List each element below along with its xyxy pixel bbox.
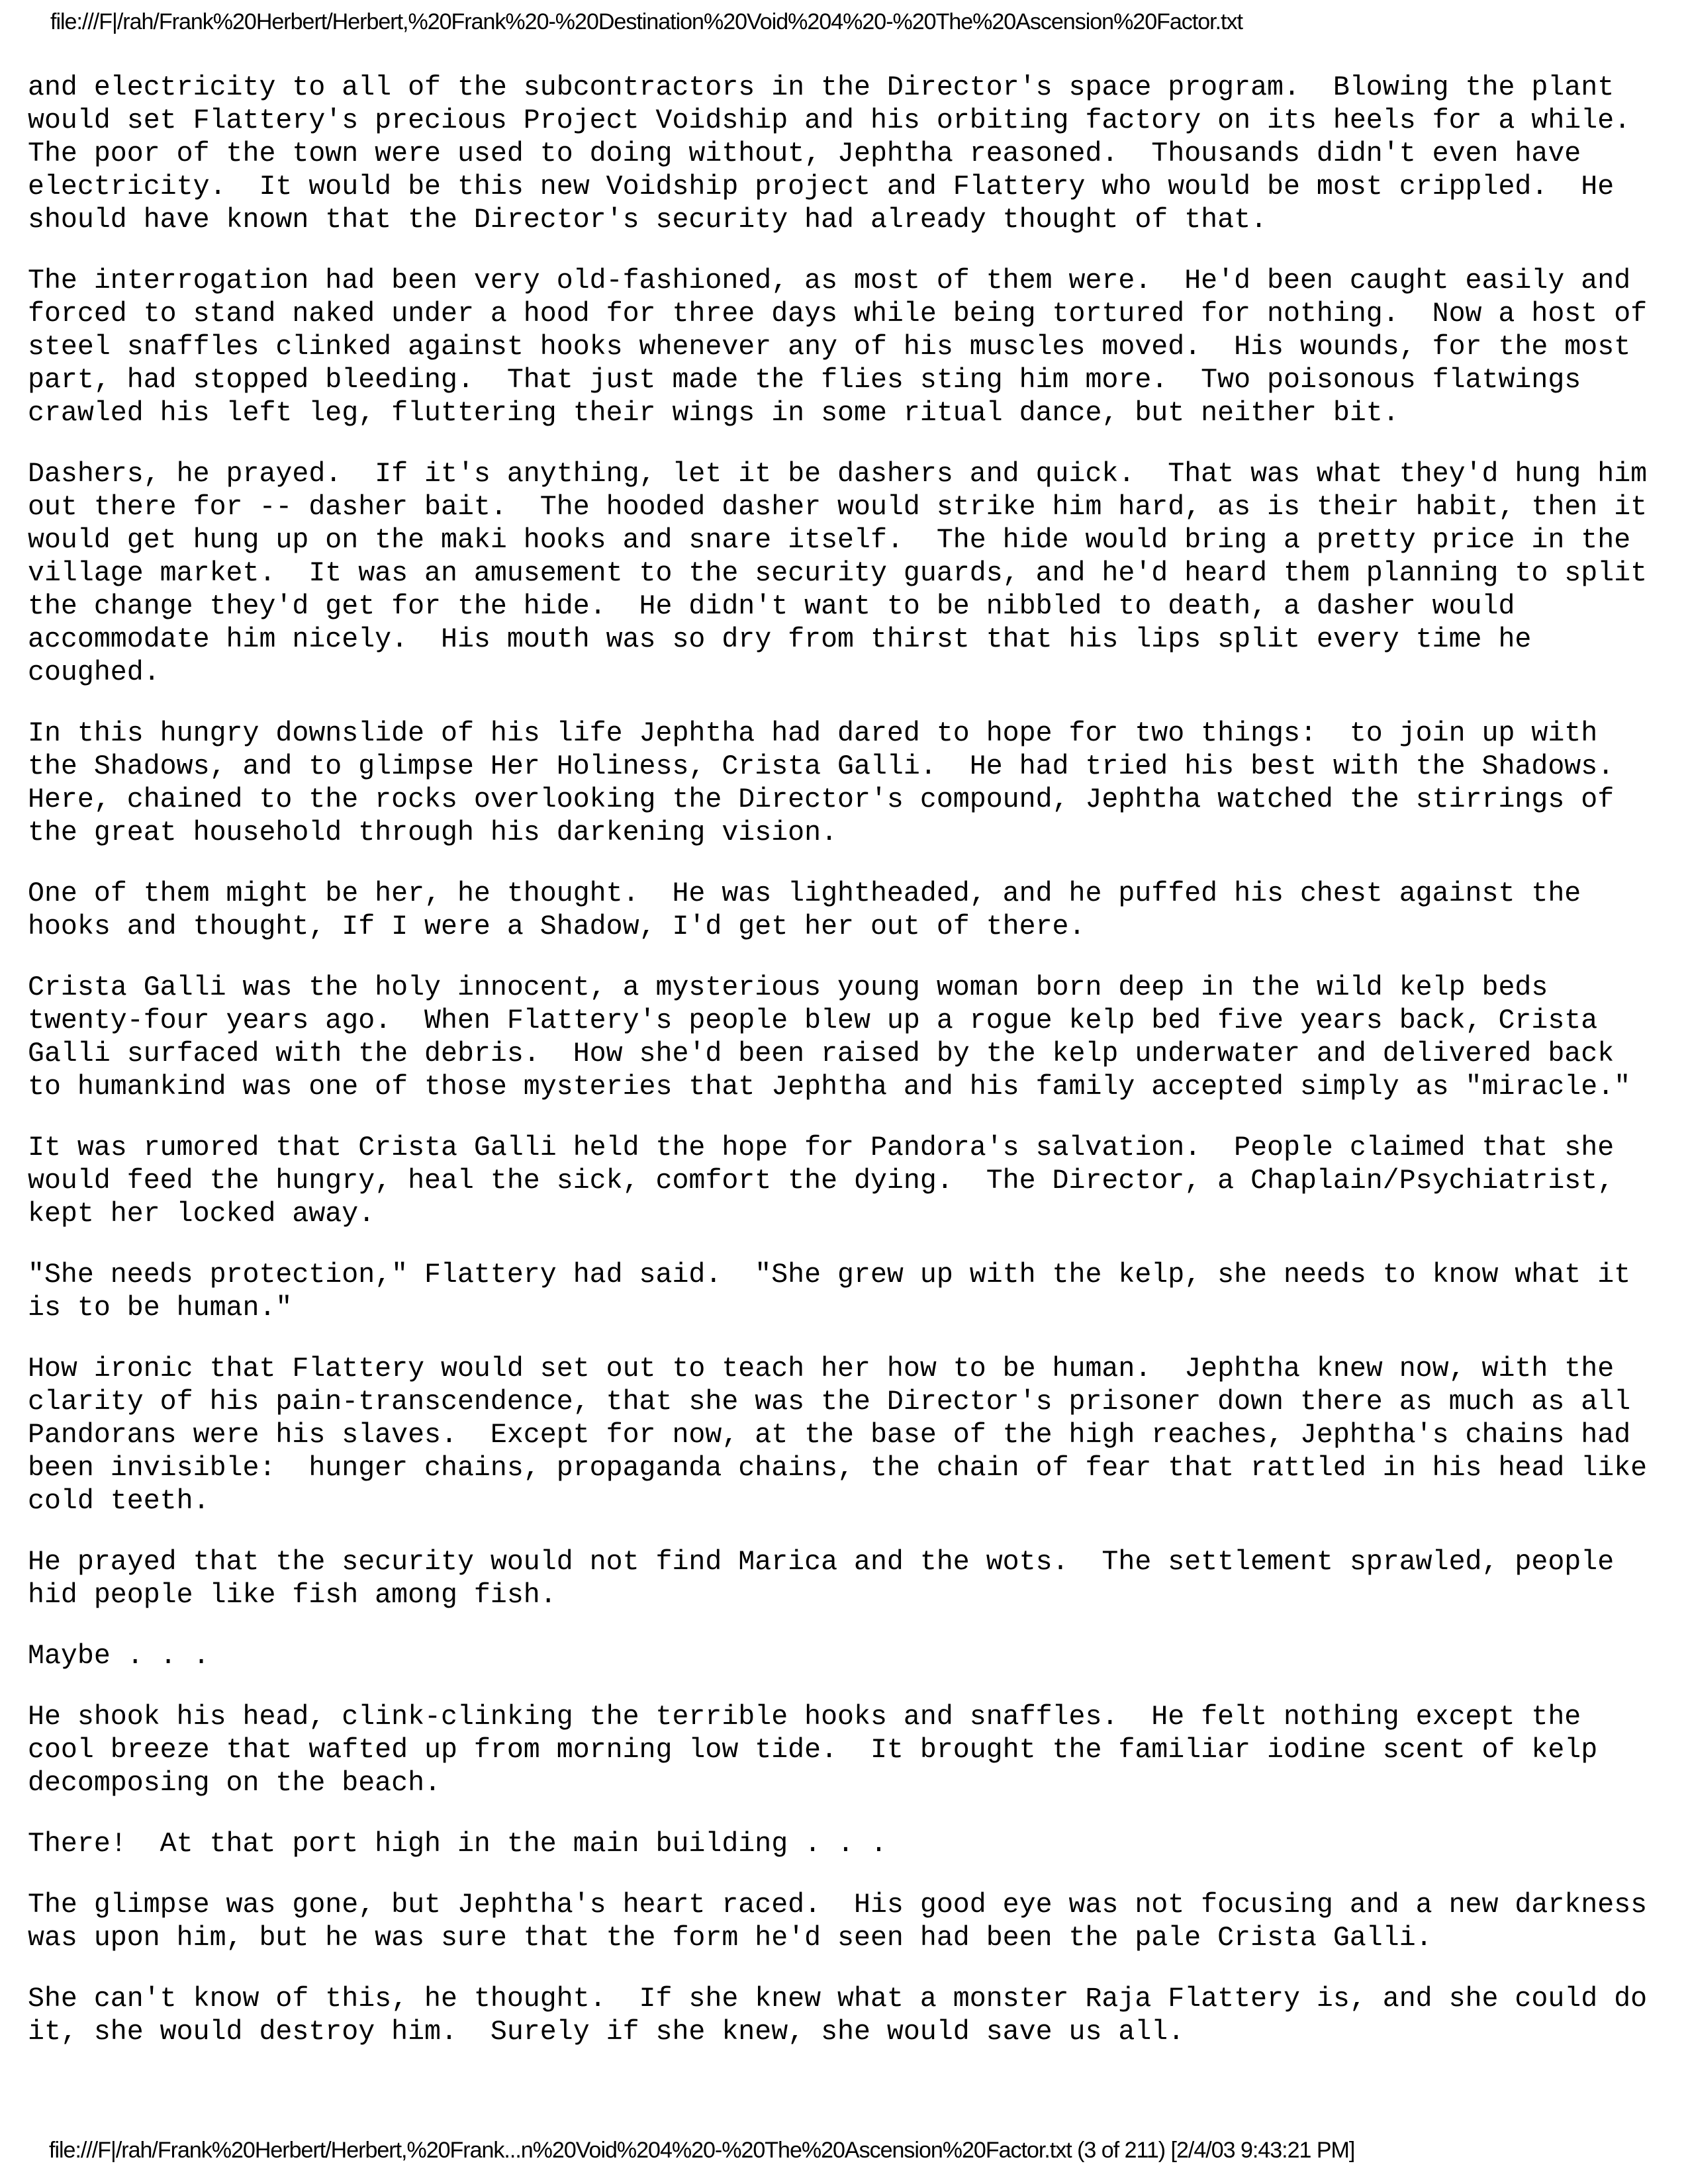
paragraph: There! At that port high in the main building . . . <box>28 1829 887 1860</box>
paragraph: "She needs protection," Flattery had said. "She grew up with the kelp, she needs to know what it is to be human." <box>28 1259 1631 1324</box>
paragraph: and electricity to all of the subcontractors in the Director's space program. Blowing the plant would set Flattery's precious Project Voidship and his orbiting factory on its heels for a while. The poor of the town were used to doing without, Jephtha reasoned. Thousands didn't even have electricity. It would be this new Voidship project and Flattery who would be most crippled. He should have known that the Director's security had already thought of that. <box>28 72 1631 236</box>
document-body <box>28 71 1663 2077</box>
paragraph: One of them might be her, he thought. He was lightheaded, and he puffed his chest against the hooks and thought, If I were a Shadow, I'd get her out of there. <box>28 878 1581 942</box>
paragraph: How ironic that Flattery would set out to teach her how to be human. Jephtha knew now, with the clarity of his pain-transcendence, that she was the Director's prisoner down there as much as all Pandorans were his slaves. Except for now, at the base of the high reaches, Jephtha's chains had been invisible: hunger chains, propaganda chains, the chain of fear that rattled in his head like cold teeth. <box>28 1353 1648 1517</box>
paragraph: He shook his head, clink-clinking the terrible hooks and snaffles. He felt nothing except the cool breeze that wafted up from morning low tide. It brought the familiar iodine scent of kelp decomposing on the beach. <box>28 1702 1598 1799</box>
paragraph: Dashers, he prayed. If it's anything, let it be dashers and quick. That was what they'd hung him out there for -- dasher bait. The hooded dasher would strike him hard, as is their habit, then it would get hung up on the maki hooks and snare itself. The hide would bring a pretty price in the village market. It was an amusement to the security guards, and he'd heard them planning to split the change they'd get for the hide. He didn't want to be nibbled to death, a dasher would accommodate him nicely. His mouth was so dry from thirst that his lips split every time he coughed. <box>28 459 1648 688</box>
paragraph: The glimpse was gone, but Jephtha's heart raced. His good eye was not focusing and a new darkness was upon him, but he was sure that the form he'd seen had been the pale Crista Galli. <box>28 1889 1648 1954</box>
paragraph: She can't know of this, he thought. If she knew what a monster Raja Flattery is, and she could do it, she would destroy him. Surely if she knew, she would save us all. <box>28 1983 1648 2048</box>
paragraph: Maybe . . . <box>28 1641 210 1672</box>
page-footer-url: file:///F|/rah/Frank%20Herbert/Herbert,%20Frank...n%20Void%204%20-%20The%20Ascension%20Factor.txt (3 of 211) [2/4/03 9:43:21 PM] <box>49 2138 1355 2163</box>
paragraph: In this hungry downslide of his life Jephtha had dared to hope for two things: to join up with the Shadows, and to glimpse Her Holiness, Crista Galli. He had tried his best with the Shadows. Here, chained to the rocks overlooking the Director's compound, Jephtha watched the stirrings of the great household through his darkening vision. <box>28 718 1615 848</box>
page-header-url: file:///F|/rah/Frank%20Herbert/Herbert,%20Frank%20-%20Destination%20Void%204%20-%20The%20Ascension%20Factor.txt <box>50 9 1243 34</box>
paragraph: It was rumored that Crista Galli held the hope for Pandora's salvation. People claimed that she would feed the hungry, heal the sick, comfort the dying. The Director, a Chaplain/Psychiatrist, kept her locked away. <box>28 1132 1615 1230</box>
paragraph: The interrogation had been very old-fashioned, as most of them were. He'd been caught easily and forced to stand naked under a hood for three days while being tortured for nothing. Now a host of steel snaffles clinked against hooks whenever any of his muscles moved. His wounds, for the most part, had stopped bleeding. That just made the flies sting him more. Two poisonous flatwings crawled his left leg, fluttering their wings in some ritual dance, but neither bit. <box>28 265 1648 429</box>
paragraph: He prayed that the security would not find Marica and the wots. The settlement sprawled, people hid people like fish among fish. <box>28 1547 1615 1611</box>
paragraph: Crista Galli was the holy innocent, a mysterious young woman born deep in the wild kelp beds twenty-four years ago. When Flattery's people blew up a rogue kelp bed five years back, Crista Galli surfaced with the debris. How she'd been raised by the kelp underwater and delivered back to humankind was one of those mysteries that Jephtha and his family accepted simply as "miracle." <box>28 972 1631 1103</box>
